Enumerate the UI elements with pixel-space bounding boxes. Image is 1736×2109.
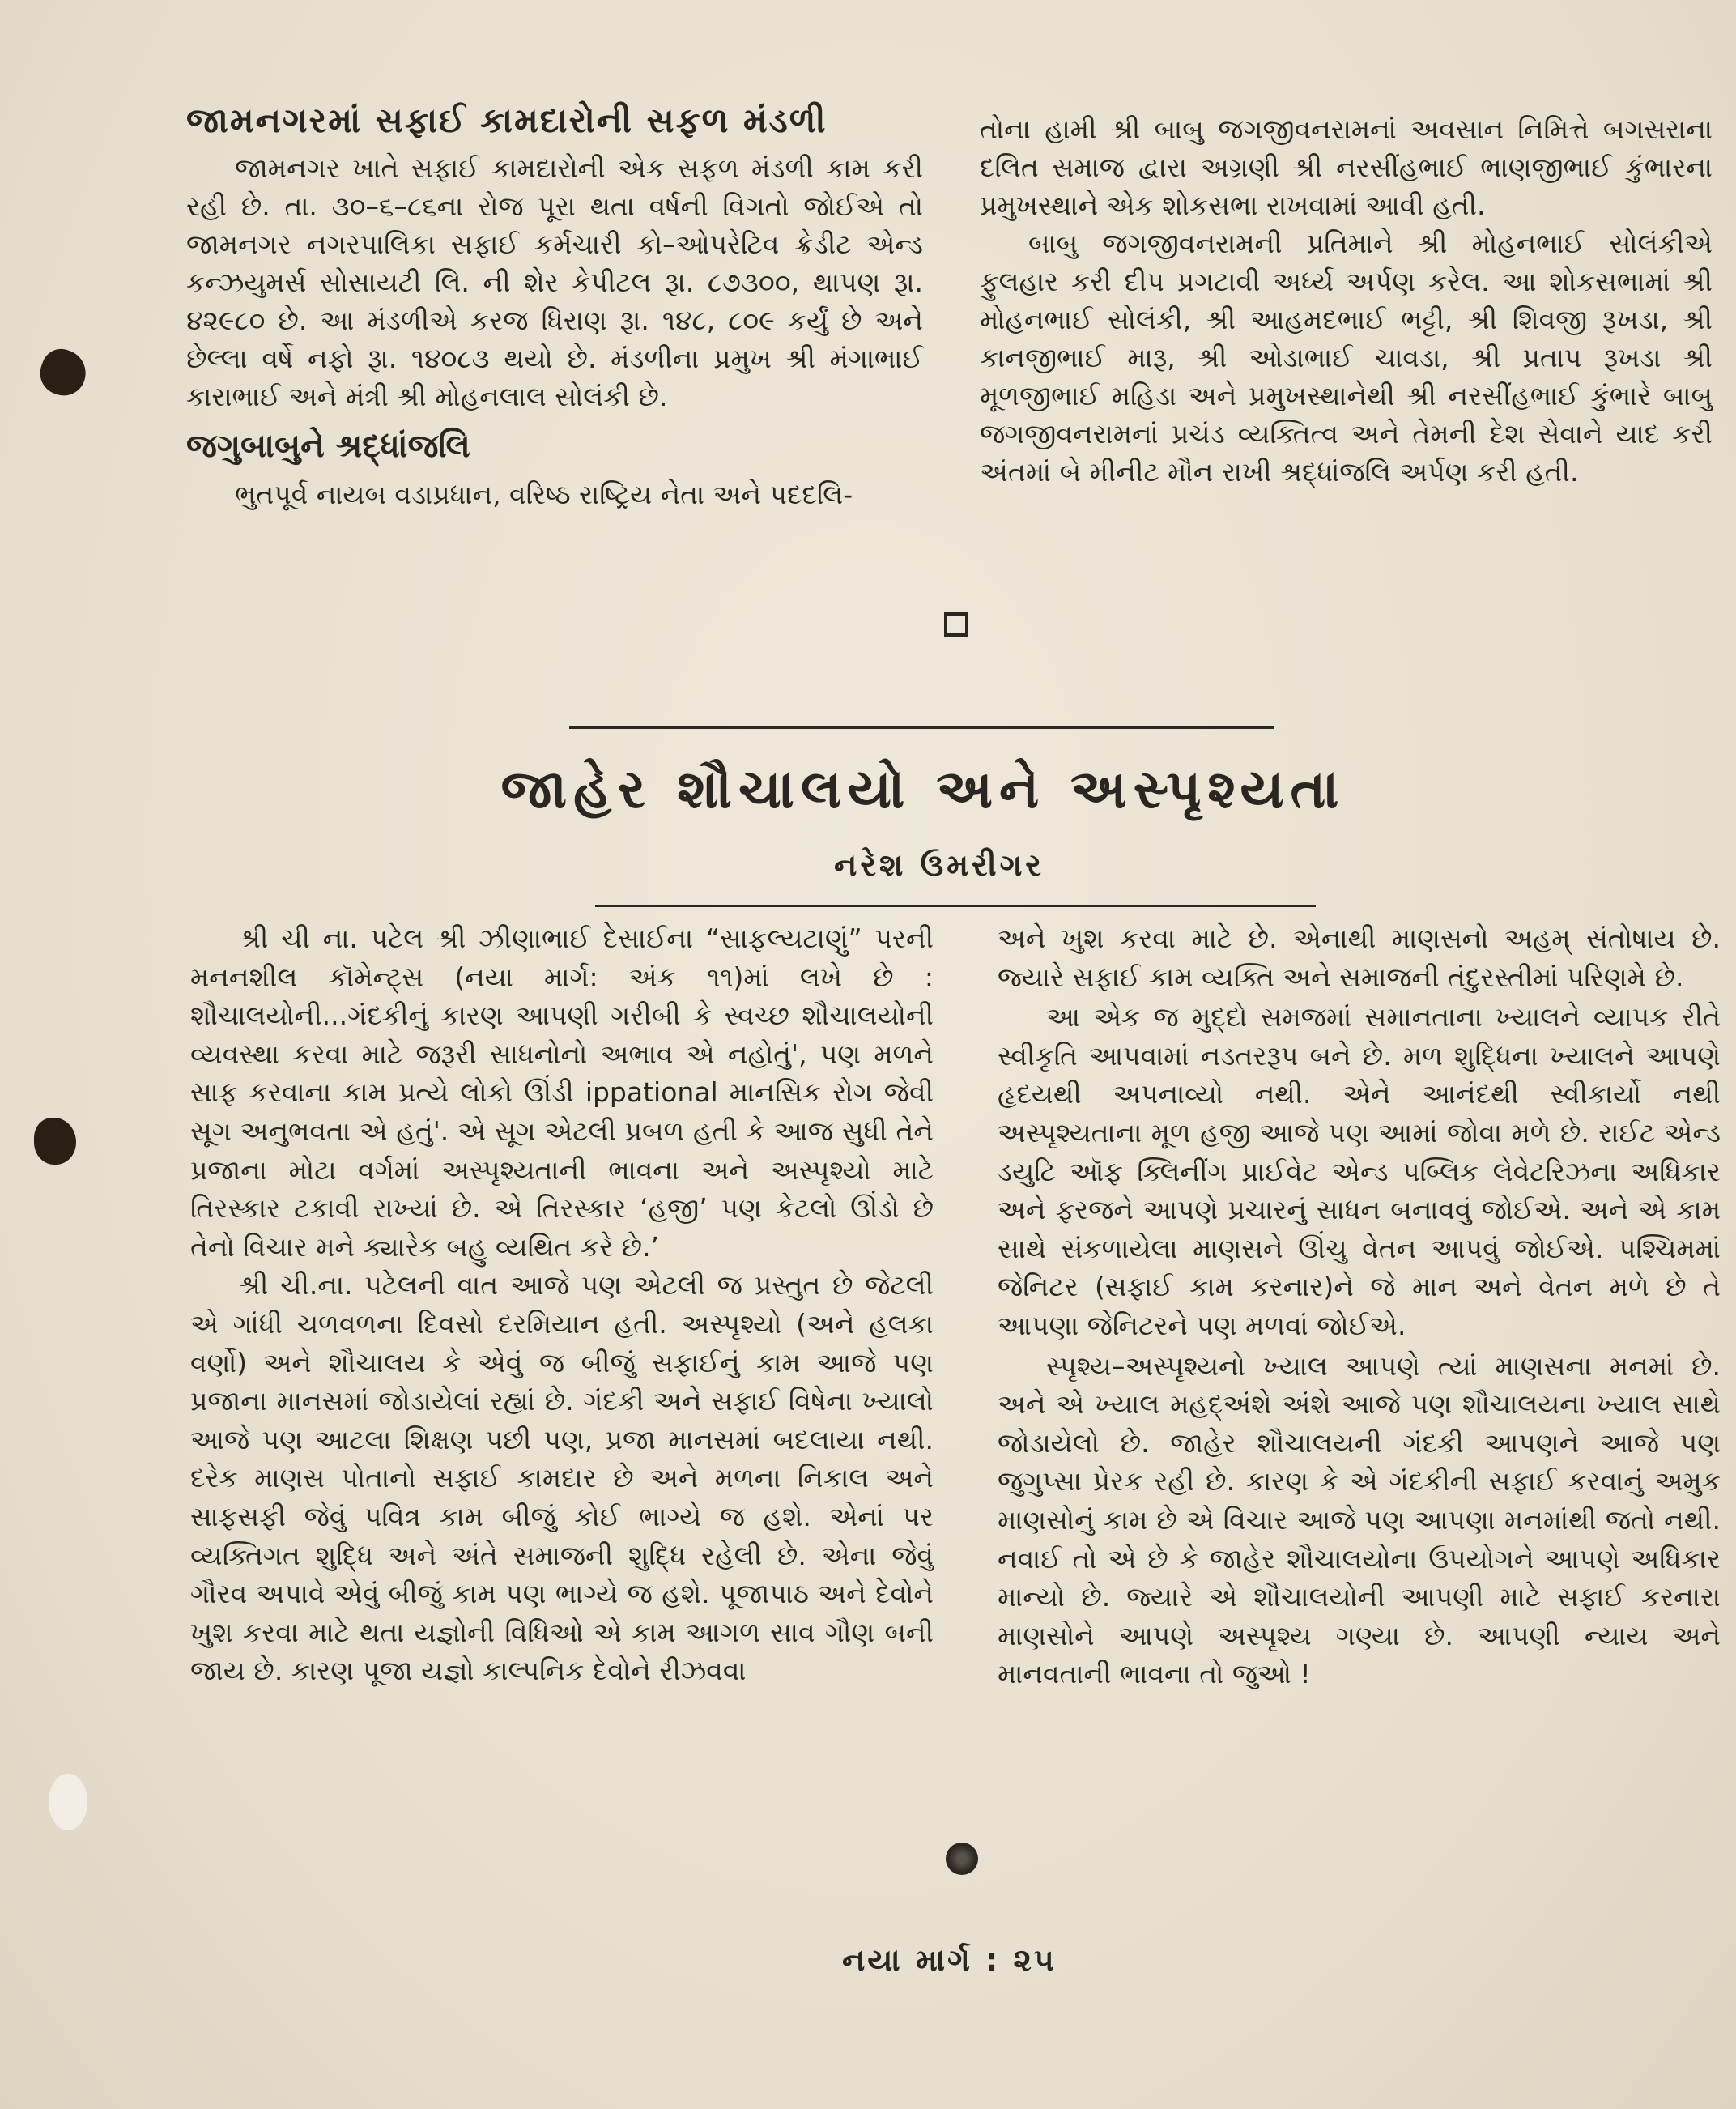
article-paragraph: શ્રી ચી ના. પટેલ શ્રી ઝીણાભાઈ દેસાઈના “સાફલ્યટાણું” પરની મનનશીલ કૉમેન્ટ્સ (નયા માર્ગ: અંક ૧૧)માં લખે છે : શૌચાલયોની...ગંદકીનું કારણ આપણી ગરીબી કે સ્વચ્છ શૌચાલયોની વ્યવસ્થા કરવા માટે જરૂરી સાધનોનો અભાવ એ નહોતું', પણ મળને સાફ કરવાના કામ પ્રત્યે લોકો ઊંડી ippational માનસિક રોગ જેવી સૂગ અનુભવતા એ હતું'. એ સૂગ એટલી પ્રબળ હતી કે આજ સુધી તેને પ્રજાના મોટા વર્ગમાં અસ્પૃશ્યતાની ભાવના અને અસ્પૃશ્યો માટે તિરસ્કાર ટકાવી રાખ્યાં છે. એ તિરસ્કાર ‘હજી’ પણ કેટલો ઊંડો છે તેનો વિચાર મને ક્યારેક બહુ વ્યથિત કરે છે.’: [190, 922, 934, 1263]
news-heading-tribute: જગુબાબુને શ્રદ્ધાંજલિ: [186, 428, 470, 465]
article-paragraph: અને ખુશ કરવા માટે છે. એનાથી માણસનો અહમ્ સંતોષાય છે. જ્યારે સફાઈ કામ વ્યક્તિ અને સમાજની તંદુરસ્તીમાં પરિણમે છે.: [998, 922, 1721, 993]
page-footer: નયા માર્ગ : ૨૫: [842, 1942, 1057, 1978]
article-paragraph: આ એક જ મુદ્દો સમજમાં સમાનતાના ખ્યાલને વ્યાપક રીતે સ્વીકૃતિ આપવામાં નડતરરૂપ બને છે. મળ શુદ્ધિના ખ્યાલને આપણે હૃદયથી અપનાવ્યો નથી. એને આનંદથી સ્વીકાર્યો નથી અસ્પૃશ્યતાના મૂળ હજી આજે પણ આમાં જોવા મળે છે. રાઈટ એન્ડ ડયુટિ ઑફ ક્લિનીંગ પ્રાઈવેટ એન્ડ પબ્લિક લેવેટરિઝના અધિકાર અને ફરજને આપણે પ્રચારનું સાધન બનાવવું જોઈએ. અને એ કામ સાથે સંકળાયેલા માણસને ઊંચુ વેતન આપવું જોઈએ. પશ્ચિમમાં જેનિટર (સફાઈ કામ કરનાર)ને જે માન અને વેતન મળે છે તે આપણા જેનિટરને પણ મળવાં જોઈએ.: [998, 1001, 1721, 1341]
news-paragraph-jamnagar: જામનગર ખાતે સફાઈ કામદારોની એક સફળ મંડળી કામ કરી રહી છે. તા. ૩૦–૬–૮૬ના રોજ પૂરા થતા વર્ષની વિગતો જોઈએ તો જામનગર નગરપાલિકા સફાઈ કર્મચારી કો–ઓપરેટિવ ક્રેડીટ એન્ડ કન્ઝયુમર્સ સોસાયટી લિ. ની શેર કેપીટલ રૂા. ૮૭૩૦૦, થાપણ રૂા. ૪૨૯૮૦ છે. આ મંડળીએ કરજ ધિરાણ રૂા. ૧૪૮, ૮૦૯ કર્યું છે અને છેલ્લા વર્ષે નફો રૂા. ૧૪૦૮૩ થયો છે. મંડળીના પ્રમુખ શ્રી મંગાભાઈ કારાભાઈ અને મંત્રી શ્રી મોહનલાલ સોલંકી છે.: [186, 152, 923, 412]
article-column-right: [998, 919, 1721, 1694]
news-paragraph-tribute-start: ભુતપૂર્વ નાયબ વડાપ્રધાન, વરિષ્ઠ રાષ્ટ્રિય નેતા અને પદદલિ-: [235, 479, 853, 510]
article-author: નરેશ ઉમરીગર: [834, 847, 1045, 883]
page-damage-hole: [34, 1118, 76, 1165]
title-rule-top: [569, 726, 1274, 729]
section-end-box-icon: [944, 612, 968, 637]
news-heading-jamnagar: જામનગરમાં સફાઈ કામદારોની સફળ મંડળી: [186, 100, 828, 140]
title-rule-bottom: [595, 905, 1316, 907]
news-column-right: [980, 110, 1713, 491]
ornament-dot-icon: [946, 1843, 978, 1875]
article-paragraph: સ્પૃશ્ય–અસ્પૃશ્યનો ખ્યાલ આપણે ત્યાં માણસના મનમાં છે. અને એ ખ્યાલ મહદ્અંશે અંશે આજે પણ શૌચાલયના ખ્યાલ સાથે જોડાયેલો છે. જાહેર શૌચાલયની ગંદકી આપણને આજે પણ જુગુપ્સા પ્રેરક રહી છે. કારણ કે એ ગંદકીની સફાઈ કરવાનું અમુક માણસોનું કામ છે એ વિચાર આજે પણ આપણા મનમાંથી જતો નથી. નવાઈ તો એ છે કે જાહેર શૌચાલયોના ઉપયોગને આપણે અધિકાર માન્યો છે. જ્યારે એ શૌચાલયોની આપણી માટે સફાઈ કરનારા માણસોને આપણે અસ્પૃશ્ય ગણ્યા છે. આપણી ન્યાય અને માનવતાની ભાવના તો જુઓ !: [998, 1349, 1721, 1690]
news-paragraph-condolence-meeting: બાબુ જગજીવનરામની પ્રતિમાને શ્રી મોહનભાઈ સોલંકીએ ફુલહાર કરી દીપ પ્રગટાવી અર્ધ્ય અર્પણ કરેલ. આ શોકસભામાં શ્રી મોહનભાઈ સોલંકી, શ્રી આહમદભાઈ ભટ્ટી, શ્રી શિવજી રૂખડા, શ્રી કાનજીભાઈ મારૂ, શ્રી ઓડાભાઈ ચાવડા, શ્રી પ્રતાપ રૂખડા શ્રી મૂળજીભાઈ મહિડા અને પ્રમુખસ્થાનેથી શ્રી નરસીંહભાઈ કુંભારે બાબુ જગજીવનરામનાં પ્રચંડ વ્યક્તિત્વ અને તેમની દેશ સેવાને યાદ કરી અંતમાં બે મીનીટ મૌન રાખી શ્રદ્ધાંજલિ અર્પણ કરી હતી.: [980, 228, 1713, 488]
news-paragraph-tribute-continued: તોના હામી શ્રી બાબુ જગજીવનરામનાં અવસાન નિમિત્તે બગસરાના દલિત સમાજ દ્વારા અગ્રણી શ્રી નરસીંહભાઈ ભાણજીભાઈ કુંભારના પ્રમુખસ્થાને એક શોકસભા રાખવામાં આવી હતી.: [980, 113, 1713, 221]
news-column-left: [186, 96, 923, 513]
article-column-left: [190, 919, 934, 1690]
article-title: જાહેર શૌચાલયો અને અસ્પૃશ્યતા: [500, 758, 1346, 820]
page-damage-hole: [34, 343, 92, 402]
page-stain: [49, 1774, 87, 1830]
article-paragraph: શ્રી ચી.ના. પટેલની વાત આજે પણ એટલી જ પ્રસ્તુત છે જેટલી એ ગાંધી ચળવળના દિવસો દરમિયાન હતી. અસ્પૃશ્યો (અને હલકા વર્ણો) અને શૌચાલય કે એવું જ બીજું સફાઈનું કામ આજે પણ પ્રજાના માનસમાં જોડાયેલાં રહ્યાં છે. ગંદકી અને સફાઈ વિષેના ખ્યાલો આજે પણ આટલા શિક્ષણ પછી પણ, પ્રજા માનસમાં બદલાયા નથી. દરેક માણસ પોતાનો સફાઈ કામદાર છે અને મળના નિકાલ અને સાફસફી જેવું પવિત્ર કામ બીજું કોઈ ભાગ્યે જ હશે. એનાં પર વ્યક્તિગત શુદ્ધિ અને અંતે સમાજની શુદ્ધિ રહેલી છે. એના જેવું ગૌરવ અપાવે એવું બીજું કામ પણ ભાગ્યે જ હશે. પૂજાપાઠ અને દેવોને ખુશ કરવા માટે થતા યજ્ઞોની વિધિઓ એ કામ આગળ સાવ ગૌણ બની જાય છે. કારણ પૂજા યજ્ઞો કાલ્પનિક દેવોને રીઝવવા: [190, 1269, 934, 1687]
